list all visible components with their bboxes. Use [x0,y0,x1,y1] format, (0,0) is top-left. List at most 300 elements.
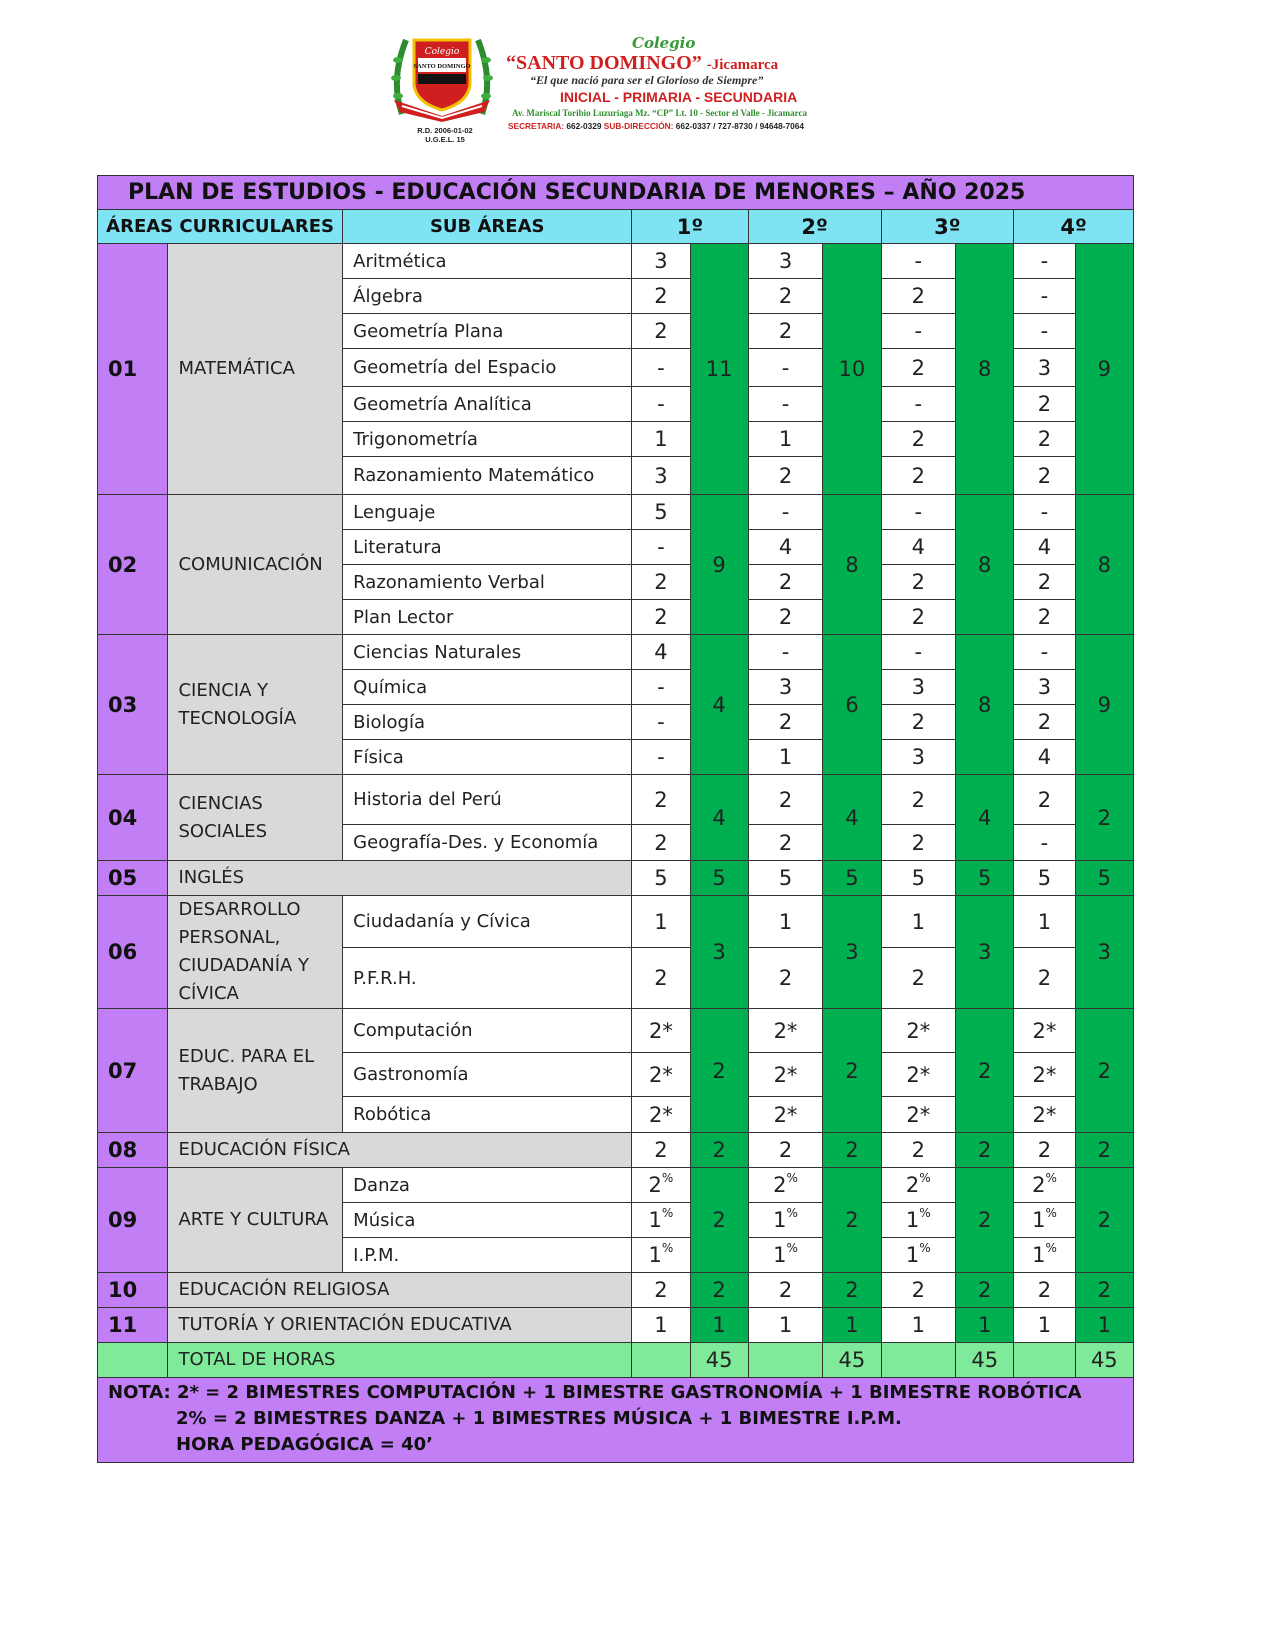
hours-value: - [914,500,923,524]
hours-value: 2 [778,284,793,308]
hours-cell [632,1203,690,1238]
hours-cell: 1 [881,1308,956,1343]
hours-cell [632,600,690,635]
area-number: 02 [98,495,168,635]
total-blank-cell [881,1343,956,1378]
hours-cell: 5 [1014,861,1075,896]
hours-cell [1014,349,1075,387]
hours-value: - [657,710,665,734]
hours-cell [632,457,690,495]
sub-area-name: Razonamiento Matemático [343,457,632,495]
hours-value: 1 [778,427,793,451]
area-number: 11 [98,1308,168,1343]
hours-cell [632,495,690,530]
hours-cell [748,422,823,457]
hours-value: 2* [648,1018,673,1043]
hours-cell: 2 [1014,1273,1075,1308]
footnote-mark: % [786,1206,798,1220]
area-total-hours: 10 [823,244,881,495]
hours-cell [1014,825,1075,861]
hours-cell: 2 [748,1133,823,1168]
hours-cell [748,349,823,387]
sub-area-name: Gastronomía [343,1053,632,1097]
hours-value: 2 [778,830,793,855]
notes-row [98,1378,1134,1463]
total-hours-value: 45 [956,1343,1014,1378]
footnote-mark: % [919,1241,931,1255]
footnote-mark: % [1045,1171,1057,1185]
hours-value: 2* [773,1062,798,1087]
study-plan-table [97,175,1134,1463]
hours-value: 2 [1037,427,1052,451]
svg-text:Colegio: Colegio [424,47,460,57]
hours-value: - [657,392,665,416]
hours-cell [881,1238,956,1273]
school-name: “SANTO DOMINGO” -Jicamarca [506,52,779,74]
colegio-label: Colegio [632,34,696,52]
table-row [98,1273,1134,1308]
grade-header: 2º [748,210,881,244]
hours-value: 2* [1032,1018,1057,1043]
footnote-mark: % [786,1171,798,1185]
hours-value: - [914,392,923,416]
hours-value: 2 [778,605,793,629]
hours-cell [632,244,690,279]
hours-cell [748,775,823,825]
hours-value: - [781,640,790,664]
area-total-hours: 8 [1075,495,1133,635]
hours-value: 3 [911,675,925,699]
hours-cell: 2 [881,1273,956,1308]
hours-value: 1 [654,909,668,934]
hours-cell [1014,1053,1075,1097]
hours-cell [881,600,956,635]
footnote-mark: % [661,1171,674,1185]
hours-value: 2 [654,787,668,812]
hours-value: 2 [778,463,793,488]
area-total-hours: 1 [956,1308,1014,1343]
sub-area-name: Geometría Analítica [343,387,632,422]
area-name: EDUCACIÓN FÍSICA [168,1133,632,1168]
hours-value: 2 [911,710,925,734]
school-motto: “El que nació para ser el Glorioso de Siempre” [530,73,764,87]
hours-value: 2 [911,284,925,308]
table-row [98,1133,1134,1168]
hours-cell [881,740,956,775]
area-number: 03 [98,635,168,775]
hours-value: 2 [1037,966,1052,991]
hours-cell [881,314,956,349]
sub-area-name: Computación [343,1009,632,1053]
area-total-hours: 2 [1075,775,1133,861]
hours-value: 2 [1037,710,1052,734]
hours-cell [881,565,956,600]
school-levels: INICIAL - PRIMARIA - SECUNDARIA [560,89,798,105]
area-number: 09 [98,1168,168,1273]
hours-value: 2 [778,710,793,734]
hours-value: 2 [654,605,668,629]
area-total-hours: 2 [690,1273,748,1308]
hours-value: - [1040,640,1049,664]
hours-value: 1 [1032,1243,1046,1267]
hours-value: 3 [778,249,793,273]
area-name: DESARROLLO PERSONAL, CIUDADANÍA Y CÍVICA [168,896,343,1009]
area-total-hours: 8 [956,244,1014,495]
area-name: EDUCACIÓN RELIGIOSA [168,1273,632,1308]
hours-cell [632,705,690,740]
hours-value: - [781,392,790,416]
hours-value: 4 [654,640,668,664]
area-total-hours: 9 [690,495,748,635]
hours-value: 2 [778,787,793,812]
total-blank-cell [1014,1343,1075,1378]
area-total-hours: 5 [1075,861,1133,896]
hours-value: 2 [911,830,925,855]
total-blank-cell [748,1343,823,1378]
sub-area-name: Ciencias Naturales [343,635,632,670]
hours-cell [748,457,823,495]
table-row [98,896,1134,948]
hours-value: - [781,355,790,380]
area-total-hours: 2 [956,1273,1014,1308]
hours-cell [632,565,690,600]
hours-value: 1 [773,1208,787,1232]
hours-value: 4 [1037,535,1052,559]
hours-value: - [914,640,923,664]
area-number: 04 [98,775,168,861]
area-number: 01 [98,244,168,495]
hours-cell [632,279,690,314]
hours-value: 1 [905,1208,920,1232]
total-row-spacer [98,1343,168,1378]
hours-value: 3 [1037,675,1052,699]
footnote-mark: % [919,1171,931,1185]
sub-area-name: Aritmética [343,244,632,279]
area-number: 07 [98,1009,168,1133]
hours-cell [748,314,823,349]
table-title: PLAN DE ESTUDIOS - EDUCACIÓN SECUNDARIA DE MENORES – AÑO 2025 [98,176,1134,210]
grade-header: 3º [881,210,1014,244]
hours-value: 2 [654,284,668,308]
hours-cell [748,279,823,314]
hours-cell [1014,495,1075,530]
hours-cell [748,896,823,948]
hours-cell [881,349,956,387]
footnote-mark: % [1045,1206,1057,1220]
hours-value: 1 [648,1208,662,1232]
hours-cell: 2 [881,1133,956,1168]
hours-cell [881,825,956,861]
hours-value: 2 [905,1173,920,1197]
sub-area-name: Danza [343,1168,632,1203]
sub-area-name: Geografía-Des. y Economía [343,825,632,861]
footnote-mark: % [661,1206,674,1220]
sub-area-name: Química [343,670,632,705]
sub-area-name: Plan Lector [343,600,632,635]
hours-cell [632,896,690,948]
total-hours-value: 45 [823,1343,881,1378]
hours-cell [632,825,690,861]
table-row [98,1168,1134,1203]
hours-cell [748,387,823,422]
sub-area-name: Física [343,740,632,775]
hours-value: 3 [654,249,668,273]
hours-value: 2 [773,1173,787,1197]
hours-cell [748,1053,823,1097]
hours-cell [1014,1009,1075,1053]
sub-area-name: Álgebra [343,279,632,314]
hours-cell [748,1009,823,1053]
hours-cell: 2 [1014,1133,1075,1168]
hours-value: - [1040,500,1049,524]
hours-value: 2 [648,1173,662,1197]
hours-cell: 5 [881,861,956,896]
area-total-hours: 2 [823,1168,881,1273]
title-row [98,176,1134,210]
hours-cell: 5 [748,861,823,896]
hours-value: 3 [778,675,793,699]
hours-value: 2 [654,570,668,594]
area-total-hours: 1 [823,1308,881,1343]
hours-cell [1014,530,1075,565]
note-line: 2% = 2 BIMESTRES DANZA + 1 BIMESTRES MÚSICA + 1 BIMESTRE I.P.M. [176,1408,902,1429]
hours-cell [881,387,956,422]
hours-value: 4 [911,535,925,559]
hours-value: 2* [648,1102,673,1127]
hours-cell [1014,457,1075,495]
sub-area-name: Geometría Plana [343,314,632,349]
hours-value: 2* [906,1062,931,1087]
sub-area-name: Geometría del Espacio [343,349,632,387]
hours-cell [1014,565,1075,600]
area-name: EDUC. PARA EL TRABAJO [168,1009,343,1133]
hours-value: - [657,745,665,769]
hours-value: - [1040,284,1049,308]
hours-value: 1 [1032,1208,1046,1232]
hours-cell: 2 [632,1273,690,1308]
table-row [98,775,1134,825]
hours-cell [632,948,690,1009]
school-phones: SECRETARIA: 662-0329 SUB-DIRECCIÓN: 662-0337 / 727-8730 / 94648-7064 [508,121,804,131]
note-line: NOTA: 2* = 2 BIMESTRES COMPUTACIÓN + 1 BIMESTRE GASTRONOMÍA + 1 BIMESTRE ROBÓTICA [108,1382,1082,1403]
hours-cell [748,1168,823,1203]
hours-cell [1014,896,1075,948]
area-number: 10 [98,1273,168,1308]
notes-cell [98,1378,1134,1463]
hours-cell [881,705,956,740]
hours-cell [748,670,823,705]
hours-cell [748,244,823,279]
hours-cell [1014,422,1075,457]
hours-value: 2 [778,319,793,343]
hours-cell [748,530,823,565]
hours-cell [748,1238,823,1273]
hours-value: 2* [773,1018,798,1043]
hours-cell [1014,775,1075,825]
hours-cell [1014,1097,1075,1133]
hours-value: 2 [911,787,925,812]
hours-value: 3 [911,745,925,769]
hours-cell [1014,314,1075,349]
footnote-mark: % [1045,1241,1057,1255]
hours-value: 2 [911,463,925,488]
hours-value: 5 [654,500,668,524]
hours-cell [1014,1168,1075,1203]
hours-cell [748,600,823,635]
area-total-hours: 3 [690,896,748,1009]
area-total-hours: 4 [690,775,748,861]
hours-value: 4 [1037,745,1052,769]
total-hours-value: 45 [690,1343,748,1378]
total-hours-label: TOTAL DE HORAS [168,1343,632,1378]
area-total-hours: 9 [1075,635,1133,775]
hours-cell: 2 [748,1273,823,1308]
hours-value: 2 [778,966,793,991]
total-hours-value: 45 [1075,1343,1133,1378]
hours-cell [881,422,956,457]
area-total-hours: 11 [690,244,748,495]
area-total-hours: 2 [1075,1133,1133,1168]
hours-cell [881,775,956,825]
hours-cell [748,565,823,600]
area-total-hours: 2 [1075,1168,1133,1273]
hours-value: - [657,675,665,699]
hours-cell [632,387,690,422]
table-row [98,861,1134,896]
area-total-hours: 8 [956,495,1014,635]
hours-cell [1014,244,1075,279]
hours-value: 1 [1037,909,1052,934]
hours-cell [632,1238,690,1273]
hours-cell [881,495,956,530]
hours-value: - [1040,830,1049,855]
hours-cell [1014,600,1075,635]
total-blank-cell [632,1343,690,1378]
hours-cell [632,1168,690,1203]
hours-cell [632,1009,690,1053]
hours-value: - [781,500,790,524]
area-total-hours: 2 [823,1133,881,1168]
area-number: 05 [98,861,168,896]
area-total-hours: 3 [956,896,1014,1009]
hours-value: 2 [654,830,668,855]
hours-value: - [657,535,665,559]
sub-area-name: Biología [343,705,632,740]
hours-cell [748,635,823,670]
hours-cell [881,1009,956,1053]
hours-value: - [1040,249,1049,273]
area-total-hours: 2 [823,1273,881,1308]
hours-value: - [914,319,923,343]
area-name: COMUNICACIÓN [168,495,343,635]
note-line: HORA PEDAGÓGICA = 40’ [176,1434,433,1455]
hours-cell [632,314,690,349]
sub-area-name: Música [343,1203,632,1238]
area-name: MATEMÁTICA [168,244,343,495]
hours-cell [632,775,690,825]
sub-area-name: P.F.R.H. [343,948,632,1009]
hours-cell [881,1168,956,1203]
hours-cell [1014,387,1075,422]
table-row [98,1009,1134,1053]
area-total-hours: 5 [690,861,748,896]
hours-cell [1014,948,1075,1009]
area-total-hours: 1 [1075,1308,1133,1343]
registration-text: R.D. 2006-01-02 U.G.E.L. 15 [417,126,473,144]
hours-cell [1014,279,1075,314]
area-name: INGLÉS [168,861,632,896]
hours-value: 1 [773,1243,787,1267]
area-total-hours: 2 [1075,1273,1133,1308]
hours-cell [632,349,690,387]
hours-value: 1 [654,427,668,451]
total-hours-row [98,1343,1134,1378]
grade-header: 1º [632,210,748,244]
hours-cell [881,1053,956,1097]
sub-area-name: Lenguaje [343,495,632,530]
area-name: ARTE Y CULTURA [168,1168,343,1273]
hours-value: 2 [654,966,668,991]
sub-area-name: Trigonometría [343,422,632,457]
hours-cell [748,1097,823,1133]
school-header [388,30,843,148]
hours-value: - [657,355,665,380]
hours-cell [632,635,690,670]
hours-cell: 1 [632,1308,690,1343]
hours-value: 1 [911,909,925,934]
hours-value: 3 [654,463,668,488]
hours-value: 3 [1037,355,1052,380]
hours-cell [881,948,956,1009]
area-total-hours: 2 [690,1009,748,1133]
hours-cell [881,244,956,279]
sub-area-name: Robótica [343,1097,632,1133]
hours-cell [748,495,823,530]
hours-value: 2 [778,570,793,594]
hours-cell [632,422,690,457]
hours-cell [632,530,690,565]
hours-value: 2 [911,966,925,991]
hours-cell [881,896,956,948]
hours-cell [1014,1238,1075,1273]
hours-value: 4 [778,535,793,559]
col-header-areas: ÁREAS CURRICULARES [98,210,343,244]
hours-value: 2* [906,1102,931,1127]
sub-area-name: Ciudadanía y Cívica [343,896,632,948]
hours-value: 1 [905,1243,920,1267]
table-row [98,244,1134,279]
footnote-mark: % [786,1241,798,1255]
col-header-sub-areas: SUB ÁREAS [343,210,632,244]
sub-area-name: I.P.M. [343,1238,632,1273]
hours-cell [881,1097,956,1133]
area-total-hours: 1 [690,1308,748,1343]
hours-cell: 2 [632,1133,690,1168]
footnote-mark: % [919,1206,931,1220]
hours-cell [748,1203,823,1238]
hours-value: 2 [1037,787,1052,812]
table-row [98,1308,1134,1343]
hours-value: 2 [1037,463,1052,488]
school-crest-icon [388,30,496,122]
hours-cell: 5 [632,861,690,896]
hours-cell [632,1053,690,1097]
hours-value: 2* [648,1062,673,1087]
area-total-hours: 3 [823,896,881,1009]
hours-cell [632,670,690,705]
hours-cell [1014,670,1075,705]
area-total-hours: 3 [1075,896,1133,1009]
